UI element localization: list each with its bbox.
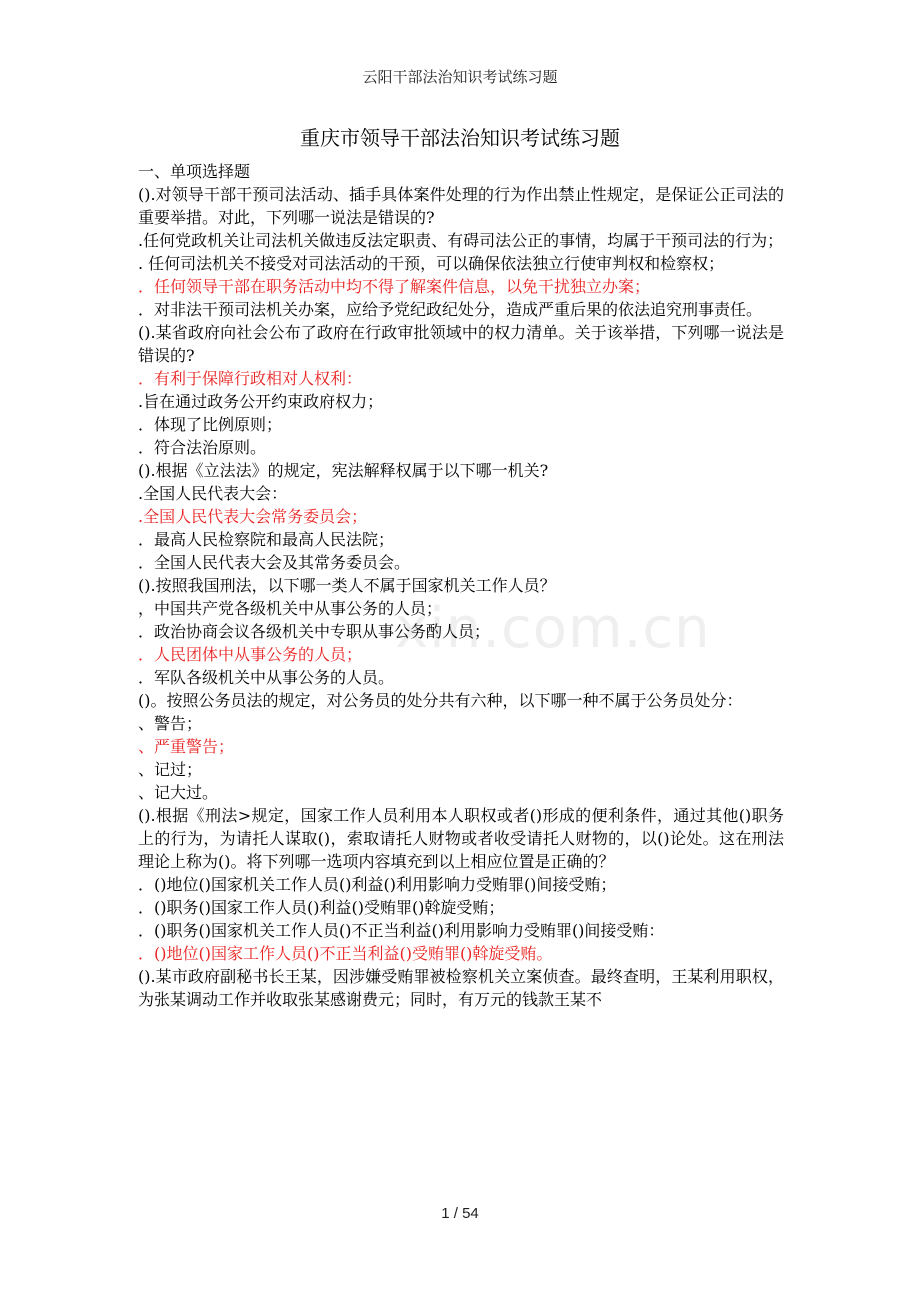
text-line: ().某省政府向社会公布了政府在行政审批领域中的权力清单。关于该举措，下列哪一说法是错误的?: [138, 323, 784, 365]
text-line: ().某市政府副秘书长王某，因涉嫌受贿罪被检察机关立案侦查。最终查明，王某利用职权，为张某调动工作并收取张某感谢费元；同时，有万元的钱款王某不: [138, 967, 784, 1009]
answer-line: ．有利于保障行政相对人权利：: [138, 369, 363, 388]
answer-line: ．任何领导干部在职务活动中均不得了解案件信息，以免干扰独立办案；: [138, 277, 651, 296]
text-line: ().根据《刑法>规定，国家工作人员利用本人职权或者()形成的便利条件，通过其他()职务上的行为，为请托人谋取()，索取请托人财物或者收受请托人财物的，以()论处。这在刑法理论上称为()。将下列哪一选项内容填充到以上相应位置是正确的？: [138, 806, 784, 871]
text-line: .全国人民代表大会：: [138, 484, 288, 503]
text-line: ．军队各级机关中从事公务的人员。: [138, 668, 395, 687]
document-title: 重庆市领导干部法治知识考试练习题: [300, 126, 620, 150]
page-header: 云阳干部法治知识考试练习题: [362, 68, 558, 86]
answer-line: 、严重警告；: [138, 737, 235, 756]
text-line: ．政治协商会议各级机关中专职从事公务酌人员；: [138, 622, 491, 641]
text-line: ．对非法干预司法机关办案，应给予党纪政纪处分，造成严重后果的依法追究刑事责任。: [138, 300, 763, 319]
text-line: ．()地位()国家机关工作人员()利益()利用影响力受贿罪()间接受贿；: [138, 875, 617, 894]
text-line: 一、单项选择题: [138, 162, 251, 181]
text-line: 、警告；: [138, 714, 203, 733]
text-line: ().按照我国刑法，以下哪一类人不属于国家机关工作人员？: [138, 576, 556, 595]
text-line: . 任何司法机关不接受对司法活动的干预，可以确保依法独立行使审判权和检察权；: [138, 254, 725, 273]
watermark: xin.com.cn: [395, 596, 711, 661]
text-line: .任何党政机关让司法机关做违反法定职责、有碍司法公正的事情，均属于干预司法的行为；: [138, 231, 784, 250]
answer-line: .全国人民代表大会常务委员会；: [138, 507, 368, 526]
text-line: ，中国共产党各级机关中从事公务的人员；: [138, 599, 443, 618]
answer-line: ．()地位()国家工作人员()不正当利益()受贿罪()斡旋受贿。: [138, 944, 553, 963]
text-line: ().根据《立法法》的规定，宪法解释权属于以下哪一机关?: [138, 461, 549, 480]
text-line: ．最高人民检察院和最高人民法院；: [138, 530, 395, 549]
text-line: 、记过；: [138, 760, 203, 779]
text-line: 、记大过。: [138, 783, 219, 802]
text-line: ．()职务()国家机关工作人员()不正当利益()利用影响力受贿罪()间接受贿：: [138, 921, 665, 940]
text-line: ．()职务()国家工作人员()利益()受贿罪()斡旋受贿；: [138, 898, 505, 917]
document-body: [138, 160, 784, 1011]
page-number: 1 / 54: [441, 1205, 479, 1222]
text-line: ().对领导干部干预司法活动、插手具体案件处理的行为作出禁止性规定，是保证公正司法的重要举措。对此，下列哪一说法是错误的?: [138, 185, 784, 227]
answer-line: ．人民团体中从事公务的人员；: [138, 645, 363, 664]
text-line: ．体现了比例原则；: [138, 415, 283, 434]
text-line: .旨在通过政务公开约束政府权力；: [138, 392, 384, 411]
text-line: ．符合法治原则。: [138, 438, 267, 457]
text-line: ()。按照公务员法的规定，对公务员的处分共有六种，以下哪一种不属于公务员处分：: [138, 691, 743, 710]
text-line: ．全国人民代表大会及其常务委员会。: [138, 553, 411, 572]
